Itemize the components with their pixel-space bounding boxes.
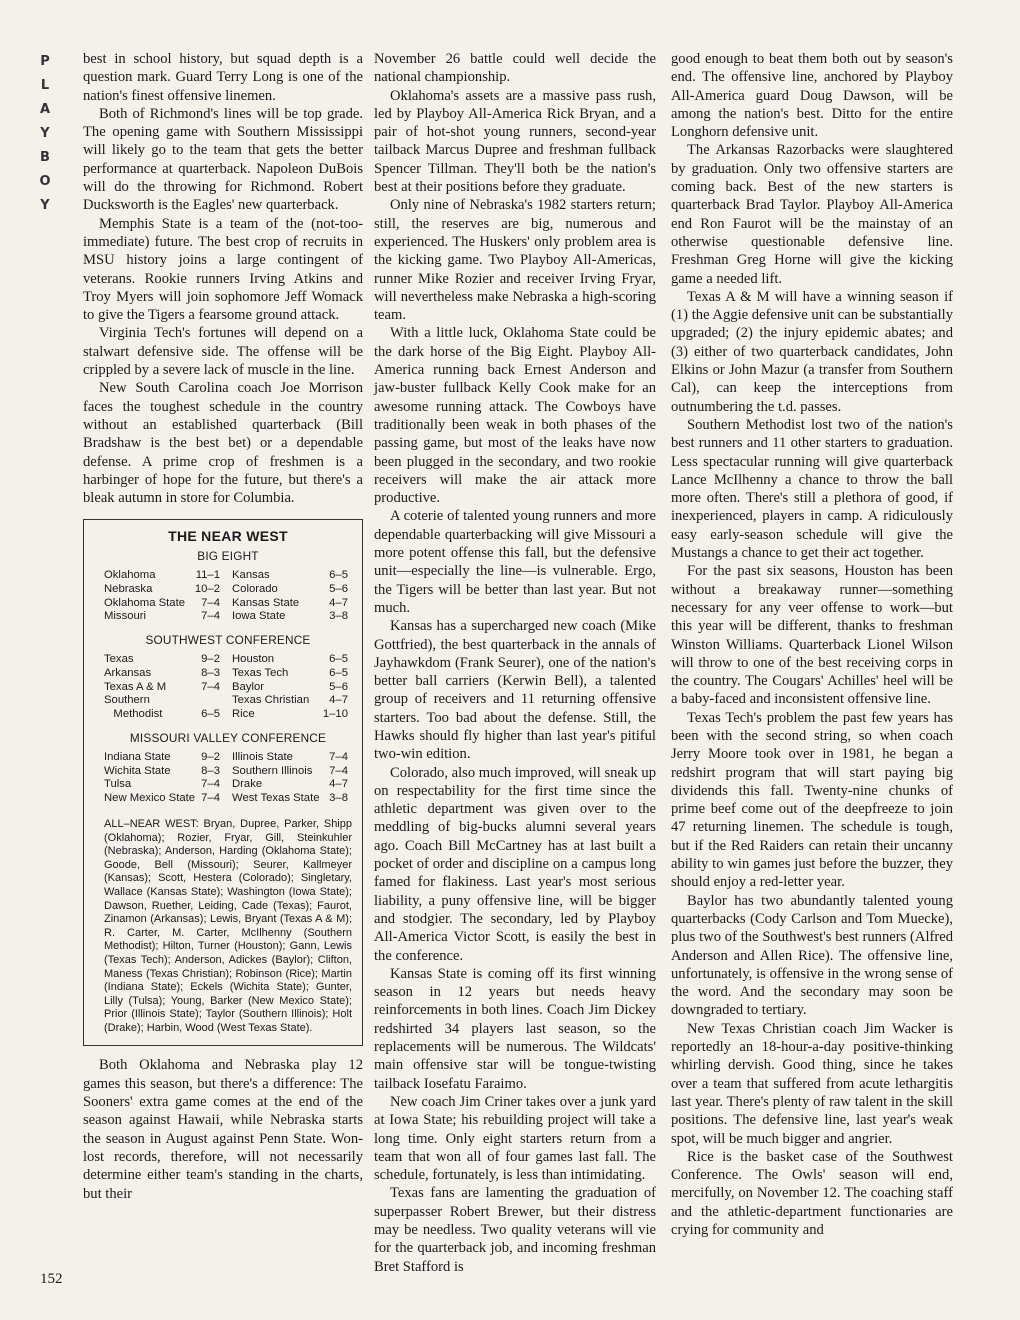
column-2 (374, 50, 656, 1276)
paragraph: New Texas Christian coach Jim Wacker is reportedly an 18-hour-a-day positive-thinking whirling dervish. Good thing, since he takes over a team that suffered from acute lethargitis last year. There's plenty of raw talent in the skill positions. The defensive line, last year's weak spot, will be much bigger and angrier. (671, 1020, 953, 1147)
paragraph: Rice is the basket case of the Southwest Conference. The Owls' season will end, mercifully, on November 12. The coaching staff and the athletic-department functionaries are crying for community and (671, 1148, 953, 1238)
page-number: 152 (40, 1271, 63, 1287)
paragraph: Texas Tech's problem the past few years has been with the second string, so when coach Jerry Moore took over in 1981, he began a redshirt program that will start paying big dividends this fall. Twenty-nine chunks of prime beef come out of the deepfreeze to join 47 returning linemen. The schedule is tough, but if the Red Raiders can retain their uncanny ability to win games just before the buzzer, they should enjoy a red-letter year. (671, 709, 953, 891)
logo-letter: Y (40, 198, 50, 213)
standings-box (83, 519, 363, 1046)
logo-letter: P (40, 54, 50, 69)
paragraph: Texas fans are lamenting the graduation of superpasser Robert Brewer, but their distress may be needless. Two quality veterans will vie for the quarterback job, and incoming freshman Bret Stafford is (374, 1185, 656, 1275)
paragraph: The Arkansas Razorbacks were slaughtered by graduation. Only two offensive starters are coming back. Best of the new starters is quarterback Brad Taylor. Playboy All-America end Ron Faurot will be the mainstay of an otherwise questionable defensive line. Freshman Greg Horne will give the kicking game a needed lift. (671, 142, 953, 287)
magazine-logo-vertical (34, 50, 56, 218)
paragraph: November 26 battle could well decide the national championship. (374, 51, 656, 86)
standing-row: Kansas State 4–7 (232, 596, 348, 609)
logo-letter: A (39, 102, 51, 117)
standing-row: Colorado 5–6 (232, 582, 348, 595)
logo-letter: L (40, 78, 50, 93)
paragraph: For the past six seasons, Houston has been without a breakaway runner—something necessary for any veer offense to work—but this year will be different, thanks to freshman Winston Williams. Quarterback Lionel Wilson will throw to one of the best receiving corps in the country. The Cougars' Achilles' heel will be a baby-faced and inconsistent offensive line. (671, 563, 953, 708)
standing-row: Texas Christian 4–7 (232, 694, 348, 707)
standing-row: Nebraska 10–2 (104, 582, 220, 595)
conference-heading: SOUTHWEST CONFERENCE (145, 633, 311, 648)
paragraph: Baylor has two abundantly talented young quarterbacks (Cody Carlson and Tom Muecke), plus two of the Southwest's best runners (Alfred Anderson and Allen Rice). The offensive line, unfortunately, is offensive in the wrong sense of the word. And the secondary may soon be downgraded to tertiary. (671, 892, 953, 1019)
standing-row: New Mexico State 7–4 (104, 792, 220, 805)
column-3 (671, 50, 953, 1239)
standings-table (104, 653, 352, 722)
paragraph: Both of Richmond's lines will be top grade. The opening game with Southern Mississippi will likely go to the team that gets the better performance at quarterback. Napoleon DuBois will do the throwing for Richmond. Robert Ducksworth is the Eagles' new quarterback. (83, 105, 363, 214)
paragraph: Only nine of Nebraska's 1982 starters return; still, the reserves are big, numerous and experienced. The Huskers' only problem area is the kicking game. Two Playboy All-Americas, runner Mike Rozier and receiver Irving Fryar, will nevertheless make Nebraska a high-scoring team. (374, 197, 656, 324)
standing-row: West Texas State 3–8 (232, 792, 348, 805)
standing-row: Kansas 6–5 (232, 569, 348, 582)
standing-row: Indiana State 9–2 (104, 750, 220, 763)
paragraph: Kansas has a supercharged new coach (Mike Gottfried), the best quarterback in the annals of Jayhawkdom (Frank Seurer), one of the nation's better ball carriers (Kerwin Bell), a talented group of receivers and 11 returning offensive starters. Too bad about the defense. Still, the Hawks should fly higher than last year's pitiful two-win edition. (374, 618, 656, 763)
standing-row: Southern Illinois 7–4 (232, 764, 348, 777)
standing-row: Rice 1–10 (232, 708, 348, 721)
paragraph: Southern Methodist lost two of the nation's best runners and 11 other starters to graduation. Less spectacular running will give quarterback Lance McIlhenny a chance to throw the ball more often. There's still a plethora of good, if inexperienced, players in camp. A ridiculously easy early-season schedule will give the Mustangs a chance to get their act together. (671, 416, 953, 562)
standing-row: Tulsa 7–4 (104, 778, 220, 791)
paragraph: Kansas State is coming off its first winning season in 12 years but needs heavy reinforcements in both lines. Coach Jim Dickey redshirted 34 players last season, so the replacements will be numerous. The Wildcats' main offensive star will be tongue-twisting tailback Iosefatu Faraimo. (374, 965, 656, 1092)
logo-letter: B (40, 150, 50, 165)
standing-row: Baylor 5–6 (232, 680, 348, 693)
all-near-west-list: ALL–NEAR WEST: Bryan, Dupree, Parker, Shipp (Oklahoma); Rozier, Fryar, Gill, Steinkuhler (Nebraska); Anderson, Harding (Oklahoma State); Goode, Bell (Missouri); Seurer, Kallmeyer (Kansas); Scott, Hestera (Colorado); Singletary, Wallace (Kansas State); Washington (Iowa State); Dawson, Ruether, Leiding, Cade (Texas); Faurot, Zinamon (Arkansas); Lewis, Bryant (Texas A & M); R. Carter, M. Carter, McIlhenny (Southern Methodist); Hilton, Turner (Houston); Gann, Lewis (Texas Tech); Anderson, Adickes (Baylor); Clifton, Maness (Texas Christian); Robinson (Rice); Martin (Indiana State); Eckels (Wichita State); Gunter, Lilly (Tulsa); Young, Barker (New Mexico State); Prior (Illinois State); Taylor (Southern Illinois); Holt (Drake); Harbin, Wood (West Texas State). (104, 817, 352, 1034)
standing-row: Illinois State 7–4 (232, 750, 348, 763)
paragraph: Virginia Tech's fortunes will depend on a stalwart defensive side. The offense will be crippled by a severe lack of muscle in the line. (83, 325, 363, 379)
paragraph: Texas A & M will have a winning season if (1) the Aggie defensive unit can be substantially upgraded; (2) the injury epidemic abates; and (3) either of two quarterback candidates, John Elkins or John Mazur (a transfer from Southern Cal), can keep the interceptions from outnumbering the t.d. passes. (671, 288, 953, 415)
conference-heading: BIG EIGHT (197, 549, 259, 564)
paragraph: New South Carolina coach Joe Morrison faces the toughest schedule in the country without an established quarterback (Bill Bradshaw is the best bet) or a dependable defense. A prime crop of freshmen is a harbinger of hope for the future, but there's a bleak autumn in store for Columbia. (83, 380, 363, 507)
standing-row: Missouri 7–4 (104, 610, 220, 623)
paragraph: best in school history, but squad depth is a question mark. Guard Terry Long is one of the nation's finest offensive linemen. (83, 51, 363, 104)
paragraph: Oklahoma's assets are a massive pass rush, led by Playboy All-America Rick Bryan, and a pair of hot-shot young runners, second-year tailback Marcus Dupree and freshman fullback Spencer Tillman. They'll both be the nation's best at their positions before they graduate. (374, 87, 656, 196)
conference-heading: MISSOURI VALLEY CONFERENCE (129, 730, 327, 745)
paragraph: New coach Jim Criner takes over a junk yard at Iowa State; his rebuilding project will take a long time. Only eight starters return from a team that won all of four games last fall. The schedule, fortunately, is less than intimidating. (374, 1093, 656, 1184)
standing-row: Methodist 6–5 (104, 708, 220, 721)
standing-row: Oklahoma State 7–4 (104, 596, 220, 609)
paragraph: good enough to beat them both out by season's end. The offensive line, anchored by Playboy All-America guard Doug Dawson, will be among the nation's best. Ditto for the entire Longhorn defensive unit. (671, 51, 953, 141)
paragraph: Memphis State is a team of the (not-too-immediate) future. The best crop of recruits in MSU history joins a large contingent of veterans. Rookie runners Irving Atkins and Troy Myers will join sophomore Jeff Womack to give the Tigers a fearsome ground attack. (83, 215, 363, 324)
standing-row: Drake 4–7 (232, 778, 348, 791)
standing-row: Texas A & M 7–4 (104, 680, 220, 693)
standings-title: THE NEAR WEST (168, 528, 288, 545)
standings-table (104, 569, 352, 624)
paragraph: A coterie of talented young runners and more dependable quarterbacking will give Missouri a more potent offense this fall, but the defensive unit—especially the line—is vulnerable. Ergo, the Tigers will be better than last year. But not much. (374, 508, 656, 616)
standings-table (104, 751, 352, 806)
standing-row: Southern (104, 694, 150, 707)
standing-row: Wichita State 8–3 (104, 764, 220, 777)
standing-row: Iowa State 3–8 (232, 610, 348, 623)
standing-row: Oklahoma 11–1 (104, 569, 220, 582)
standing-row: Texas 9–2 (104, 653, 220, 665)
logo-letter: Y (40, 126, 50, 141)
standing-row: Arkansas 8–3 (104, 666, 220, 679)
standing-row: Houston 6–5 (232, 653, 348, 665)
column-1 (83, 50, 363, 1203)
paragraph: With a little luck, Oklahoma State could be the dark horse of the Big Eight. Playboy All-America running back Ernest Anderson and jaw-buster fullback Kelly Cook make for an awesome running attack. The Cowboys have traditionally been weak in both phases of the passing game, but most of the leaks have now been plugged in the secondary, and two rookie receivers will make the air attack more productive. (374, 325, 656, 507)
paragraph: Colorado, also much improved, will sneak up on respectability for the first time since the athletic department was given over to the meddling of big-bucks alumni several years ago. Coach Bill McCartney has at last built a pocket of order and discipline on a campus long famed for flakiness. Last year's most serious liability, a puny offensive line, will be bigger and stodgier. The secondary, led by Playboy All-America Victor Scott, is easily the best in the conference. (374, 764, 656, 964)
logo-letter: O (39, 174, 51, 189)
standing-row: Texas Tech 6–5 (232, 666, 348, 679)
paragraph: Both Oklahoma and Nebraska play 12 games this season, but there's a difference: The Sooners' extra game comes at the end of the season against Hawaii, while Nebraska starts the season in August against Penn State. Won-lost records, therefore, will not necessarily determine either team's standing in the charts, but their (83, 1057, 363, 1202)
